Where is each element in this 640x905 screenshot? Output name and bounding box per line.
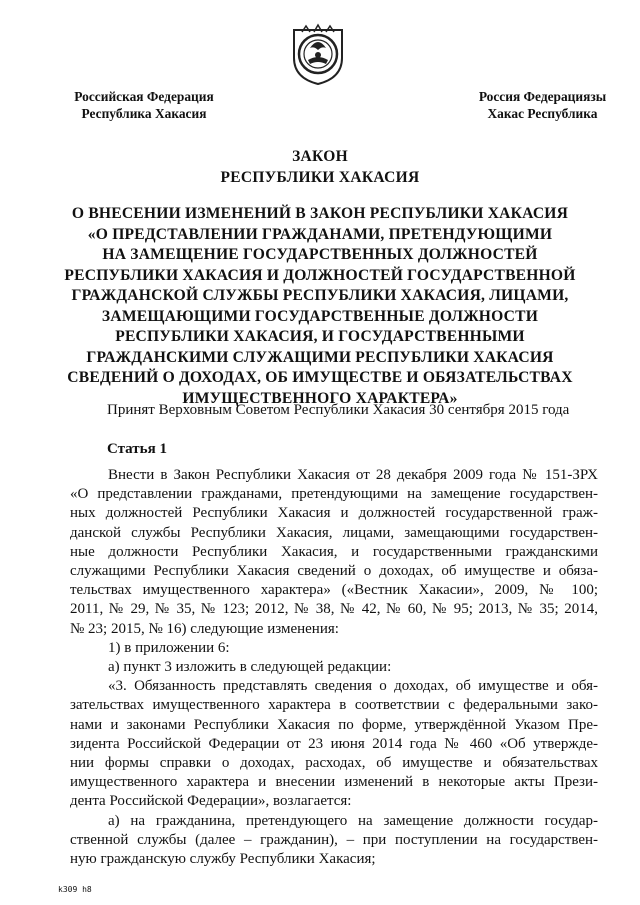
title-line: РЕСПУБЛИКИ ХАКАСИЯ, И ГОСУДАРСТВЕННЫМИ xyxy=(115,328,525,345)
header-left xyxy=(58,88,230,122)
body-line: 2011, № 29, № 35, № 123; 2012, № 38, № 42, № 60, № 95; 2013, № 35; 2014, xyxy=(70,601,598,618)
body-line: зательствах имущественного характера в соответствии с федеральными зако- xyxy=(70,697,598,714)
body-line: данской службы Республики Хакасия, лицами, замещающими государствен- xyxy=(70,524,598,541)
body-line: ных должностей Республики Хакасия и должностей государственной граж- xyxy=(70,505,598,522)
article-body xyxy=(70,466,598,869)
body-line: тельствах имущественного характера» («Вестник Хакасии», 2009, № 100; xyxy=(70,582,598,599)
body-line: нии формы справки о доходах, расходах, об имуществе и обязательствах xyxy=(70,755,598,772)
header-right-line: Россия Федерациязы xyxy=(478,89,607,104)
title-line: СВЕДЕНИЙ О ДОХОДАХ, ОБ ИМУЩЕСТВЕ И ОБЯЗАТЕЛЬСТВАХ xyxy=(67,369,573,386)
header-left-line: Российская Федерация xyxy=(74,89,214,104)
coat-of-arms-emblem xyxy=(288,22,348,86)
body-line: нами и законами Республики Хакасия по форме, утверждённой Указом Пре- xyxy=(70,716,598,733)
body-line: «3. Обязанность представлять сведения о доходах, об имуществе и обя- xyxy=(108,678,598,695)
law-type-line: ЗАКОН xyxy=(292,148,348,165)
law-type-line: РЕСПУБЛИКИ ХАКАСИЯ xyxy=(220,169,420,186)
title-line: ГРАЖДАНСКОЙ СЛУЖБЫ РЕСПУБЛИКИ ХАКАСИЯ, ЛИЦАМИ, xyxy=(71,287,569,304)
body-line: ную гражданскую службу Республики Хакасия; xyxy=(70,851,376,868)
law-title xyxy=(60,204,580,409)
title-line: РЕСПУБЛИКИ ХАКАСИЯ И ДОЛЖНОСТЕЙ ГОСУДАРСТВЕННОЙ xyxy=(64,266,576,284)
body-line: а) на гражданина, претендующего на замещение должности государ- xyxy=(108,812,598,829)
body-line: служащими Республики Хакасия сведений о доходах, об имуществе и обяза- xyxy=(70,563,598,580)
body-line: № 23; 2015, № 16) следующие изменения: xyxy=(70,620,339,637)
body-line: зидента Российской Федерации от 23 июня 2014 года № 460 «Об утвержде- xyxy=(70,735,598,752)
article-heading: Статья 1 xyxy=(107,441,167,457)
law-type-heading xyxy=(0,146,640,188)
body-line: Внести в Закон Республики Хакасия от 28 декабря 2009 года № 151-ЗРХ xyxy=(108,467,598,483)
adoption-statement: Принят Верховным Советом Республики Хакасия 30 сентября 2015 года xyxy=(107,402,570,418)
title-line: ЗАМЕЩАЮЩИМИ ГОСУДАРСТВЕННЫЕ ДОЛЖНОСТИ xyxy=(101,307,539,325)
body-line: имущественного характера и внесении изменений в некоторые акты Прези- xyxy=(70,774,598,791)
header-left-line: Республика Хакасия xyxy=(81,106,207,121)
body-line: ственной службы (далее – гражданин), – при поступлении на государствен- xyxy=(70,831,598,848)
header-right xyxy=(460,88,625,122)
body-line: ные должности Республики Хакасия, и государственными гражданскими xyxy=(70,543,598,560)
title-line: ИМУЩЕСТВЕННОГО ХАРАКТЕРА» xyxy=(182,389,458,407)
header-right-line: Хакас Республика xyxy=(487,106,598,121)
footer-code: k309 h8 xyxy=(58,885,92,894)
body-line: «О представлении гражданами, претендующими на замещение государствен- xyxy=(70,486,598,503)
title-line: ГРАЖДАНСКИМИ СЛУЖАЩИМИ РЕСПУБЛИКИ ХАКАСИЯ xyxy=(86,348,554,366)
title-line: НА ЗАМЕЩЕНИЕ ГОСУДАРСТВЕННЫХ ДОЛЖНОСТЕЙ xyxy=(102,246,538,263)
title-line: «О ПРЕДСТАВЛЕНИИ ГРАЖДАНАМИ, ПРЕТЕНДУЮЩИМИ xyxy=(87,225,553,243)
title-line: О ВНЕСЕНИИ ИЗМЕНЕНИЙ В ЗАКОН РЕСПУБЛИКИ ХАКАСИЯ xyxy=(71,205,569,222)
body-line: а) пункт 3 изложить в следующей редакции: xyxy=(108,659,392,676)
body-line: 1) в приложении 6: xyxy=(108,639,230,656)
body-line: дента Российской Федерации», возлагается: xyxy=(70,793,352,810)
